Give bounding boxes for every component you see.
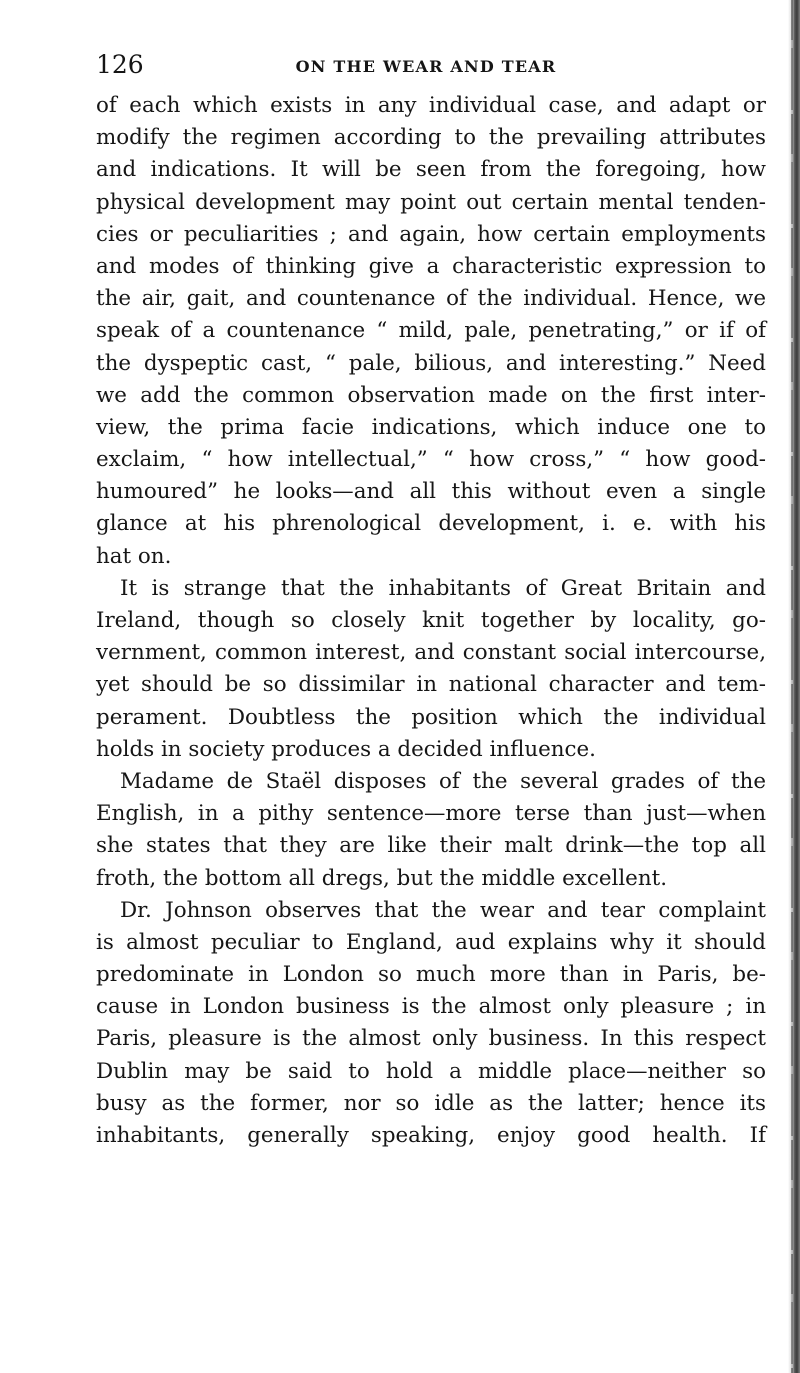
- text-line: English, in a pithy sentence—more terse than just—when: [96, 801, 766, 827]
- body-text: [96, 90, 766, 1152]
- text-line: and indications. It will be seen from the foregoing, how: [96, 157, 766, 183]
- text-line: humoured” he looks—and all this without even a single: [96, 479, 766, 505]
- text-line: predominate in London so much more than in Paris, be-: [96, 962, 766, 988]
- running-title: ON THE WEAR AND TEAR: [295, 57, 557, 76]
- text-line: physical development may point out certain mental tenden-: [96, 189, 766, 215]
- text-line: she states that they are like their malt drink—the top all: [96, 833, 766, 859]
- text-line: we add the common observation made on the first inter-: [96, 382, 766, 408]
- text-line: and modes of thinking give a characteristic expression to: [96, 253, 766, 279]
- text-line: of each which exists in any individual case, and adapt or: [96, 93, 766, 118]
- page-header: [96, 50, 756, 90]
- text-line: the air, gait, and countenance of the individual. Hence, we: [96, 286, 766, 312]
- text-line-paragraph-start: It is strange that the inhabitants of Great Britain and: [120, 575, 766, 601]
- text-line: perament. Doubtless the position which the individual: [96, 704, 766, 730]
- text-line: Ireland, though so closely knit together by locality, go-: [96, 608, 766, 633]
- text-line: cies or peculiarities ; and again, how certain employments: [96, 221, 766, 247]
- text-line: view, the prima facie indications, which induce one to: [96, 414, 766, 440]
- text-line: glance at his phrenological development, i. e. with his: [96, 511, 766, 537]
- text-line: vernment, common interest, and constant social intercourse,: [96, 640, 766, 666]
- text-line: the dyspeptic cast, “ pale, bilious, and interesting.” Need: [96, 350, 766, 376]
- text-line: is almost peculiar to England, aud explains why it should: [96, 929, 766, 955]
- text-line: yet should be so dissimilar in national character and tem-: [96, 672, 766, 698]
- text-line: busy as the former, nor so idle as the latter; hence its: [96, 1090, 766, 1116]
- text-line-paragraph-start: Madame de Staël disposes of the several grades of the: [120, 768, 766, 794]
- text-line-paragraph-end: froth, the bottom all dregs, but the middle excellent.: [96, 865, 668, 891]
- text-line: modify the regimen according to the prevailing attributes: [96, 125, 766, 151]
- page-edge-shadow: [788, 0, 800, 1373]
- text-line: Paris, pleasure is the almost only business. In this respect: [96, 1026, 766, 1052]
- page-number: 126: [96, 50, 144, 79]
- text-line: cause in London business is the almost only pleasure ; in: [96, 994, 766, 1020]
- text-line: speak of a countenance “ mild, pale, penetrating,” or if of: [96, 318, 766, 344]
- text-line: Dublin may be said to hold a middle place—neither so: [96, 1058, 766, 1084]
- text-line-paragraph-start: Dr. Johnson observes that the wear and tear complaint: [120, 897, 766, 923]
- text-line: exclaim, “ how intellectual,” “ how cross,” “ how good-: [96, 447, 766, 473]
- text-line: inhabitants, generally speaking, enjoy good health. If: [96, 1123, 766, 1148]
- text-line-paragraph-end: holds in society produces a decided influence.: [96, 736, 596, 762]
- text-line-paragraph-end: hat on.: [96, 543, 172, 569]
